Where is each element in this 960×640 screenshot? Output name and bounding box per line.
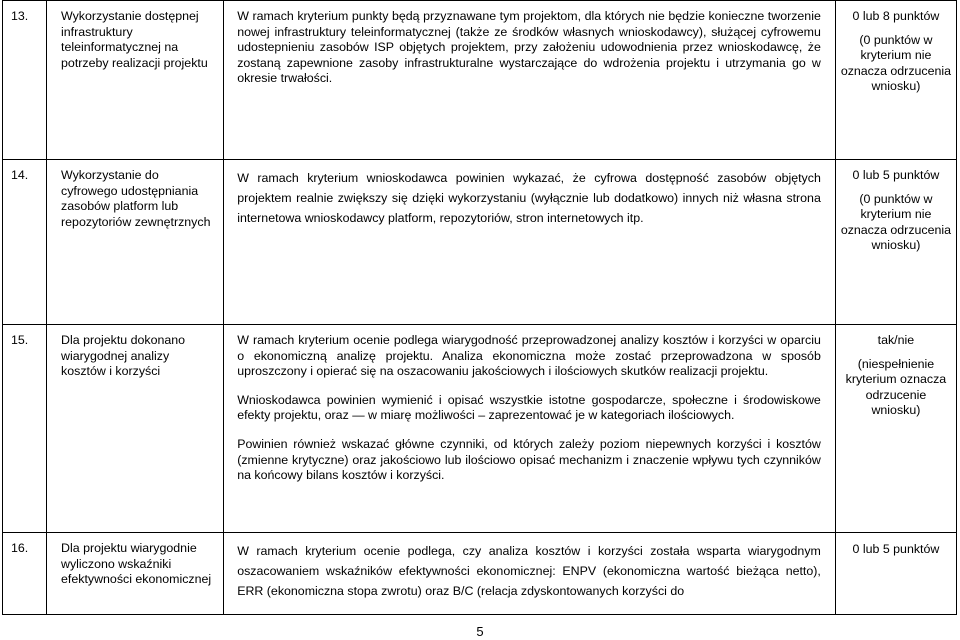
points-value: 0 lub 8 punktów [852, 9, 940, 23]
description-paragraph: W ramach kryterium punkty będą przyznawane tym projektom, dla których nie będzie konieczne tworzenie nowej infrastruktury teleinformatycznej (także ze środków własnych wnioskodawcy), służącej cyfrowemu udostepnieniu zasobów ISP objętych projektem, przy założeniu udowodnienia przez wnioskodawcę, że zostaną zapewnione zasoby infrastrukturalne wystarczające do wdrożenia projektu i utrzymania go w okresie trwałości. [237, 9, 821, 86]
criterion-description-cell [224, 160, 836, 325]
criterion-description-cell [224, 1, 836, 160]
criterion-points-cell [835, 325, 956, 533]
criterion-description-cell [224, 325, 836, 533]
criterion-number: 16. [11, 541, 29, 555]
criterion-name: Wykorzystanie do cyfrowego udostępniania zasobów platform lub repozytoriów zewnętrznych [61, 168, 211, 229]
criterion-number-cell [3, 325, 47, 533]
description-paragraph: W ramach kryterium ocenie podlega wiarygodność przeprowadzonej analizy kosztów i korzyści w oparciu o ekonomiczną analizę projektu. Analiza ekonomiczna może zostać przeprowadzona w sposób uproszczony i opierać się na oszacowaniu jakościowych i ilościowych skutków realizacji projektu. [237, 333, 821, 379]
criterion-name-cell [47, 325, 224, 533]
criterion-number-cell [3, 160, 47, 325]
description-paragraph: Powinien również wskazać główne czynniki, od których zależy poziom niepewnych korzyści i kosztów (zmienne krytyczne) oraz jakościowo lub ilościowo opisać mechanizm i znaczenie wpływu tych czynników na końcowy bilans kosztów i korzyści. [237, 436, 821, 483]
criterion-description-cell [224, 533, 836, 615]
criterion-name-cell [47, 160, 224, 325]
criteria-table [2, 0, 957, 615]
criterion-number: 14. [11, 168, 29, 182]
criterion-name: Wykorzystanie dostępnej infrastruktury teleinformatycznej na potrzeby realizacji projektu [61, 9, 208, 70]
points-note: (niespełnienie kryterium oznacza odrzucenie wniosku) [845, 356, 947, 418]
points-note: (0 punktów w kryterium nie oznacza odrzucenia wniosku) [840, 191, 952, 253]
criterion-number-cell [3, 533, 47, 615]
table-row [3, 1, 957, 160]
criterion-points-cell [835, 160, 956, 325]
description-paragraph: W ramach kryterium wnioskodawca powinien wykazać, że cyfrowa dostępność zasobów objętych projektem realnie zwiększy się dzięki wykorzystaniu (wyłącznie lub dodatkowo) innych niż własna strona internetowa wnioskodawcy platform, repozytoriów, stron internetowych itp. [237, 171, 821, 225]
description-paragraph: Wnioskodawca powinien wymienić i opisać wszystkie istotne gospodarcze, społeczne i środowiskowe efekty projektu, oraz — w miarę możliwości – zaprezentować je w kategoriach ilościowych. [237, 392, 821, 423]
criterion-points-cell [835, 533, 956, 615]
page-number: 5 [476, 624, 484, 639]
table-row [3, 160, 957, 325]
criterion-name-cell [47, 533, 224, 615]
criterion-number: 15. [11, 333, 29, 347]
points-value: tak/nie [877, 333, 915, 347]
criterion-number: 13. [11, 9, 29, 23]
criterion-points-cell [835, 1, 956, 160]
table-row [3, 325, 957, 533]
description-paragraph: W ramach kryterium ocenie podlega, czy analiza kosztów i korzyści została wsparta wiarygodnym oszacowaniem wskaźników efektywności ekonomicznej: ENPV (ekonomiczna wartość bieżąca netto), ERR (ekonomiczna stopa zwrotu) oraz B/C (relacja zdyskontowanych korzyści do [237, 544, 821, 598]
table-row [3, 533, 957, 615]
points-note: (0 punktów w kryterium nie oznacza odrzucenia wniosku) [840, 32, 952, 94]
criterion-name: Dla projektu dokonano wiarygodnej analizy kosztów i korzyści [61, 333, 186, 379]
points-value: 0 lub 5 punktów [852, 168, 940, 182]
criterion-number-cell [3, 1, 47, 160]
criterion-name-cell [47, 1, 224, 160]
criterion-name: Dla projektu wiarygodnie wyliczono wskaźniki efektywności ekonomicznej [61, 541, 212, 587]
points-value: 0 lub 5 punktów [852, 542, 940, 556]
